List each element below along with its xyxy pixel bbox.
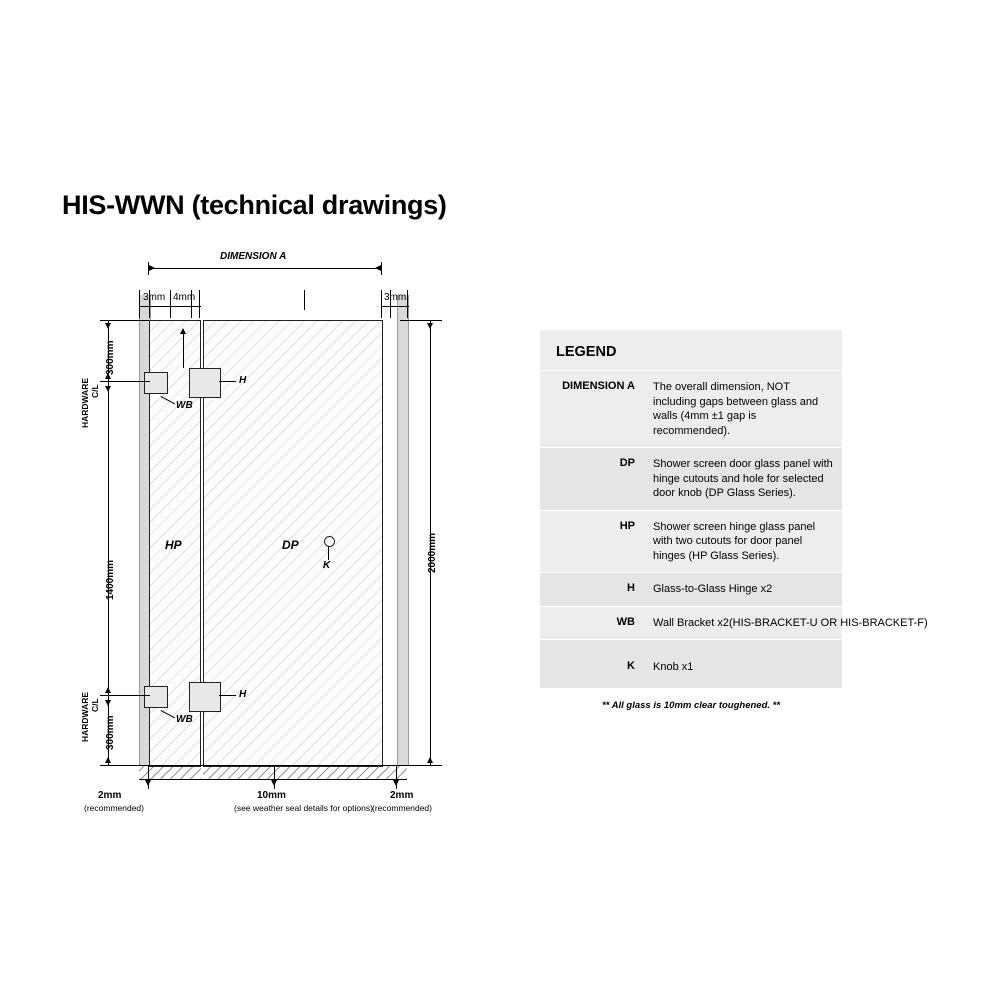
legend-panel: [540, 330, 928, 724]
right-dim-arrow-top: [427, 323, 433, 329]
note-left: (recommended): [84, 803, 144, 813]
gap-tick-8: [407, 290, 408, 318]
dimension-a-label: DIMENSION A: [220, 251, 287, 262]
legend-value-dp: Shower screen door glass panel with hinge cutouts and hole for selected door knob (DP Glass Series).: [653, 458, 833, 500]
legend-heading: LEGEND: [540, 330, 842, 371]
label-dp: DP: [282, 538, 299, 552]
legend-key-wb: WB: [616, 615, 635, 628]
label-hp: HP: [165, 538, 182, 552]
hp-top-arrow-head: [180, 328, 186, 334]
label-4mm: 4mm: [173, 292, 196, 303]
dimension-a-arrow-left: [149, 265, 155, 271]
legend-row-dimension-a: [540, 371, 842, 448]
hp-top-arrow-line: [183, 332, 184, 368]
legend-value-hp: Shower screen hinge glass panel with two cutouts for door panel hinges (HP Glass Series).: [653, 520, 816, 562]
legend-key-k: K: [627, 660, 635, 673]
bottom-arrow-center: [271, 780, 277, 786]
label-2mm-right: 2mm: [390, 790, 414, 801]
legend-key-dimension-a: DIMENSION A: [562, 380, 635, 392]
left-dim-arrow-5: [105, 700, 111, 706]
legend-row-wb: [540, 607, 928, 641]
technical-drawing: [60, 250, 480, 840]
label-h-top: H: [239, 375, 247, 386]
right-wall: [397, 295, 409, 765]
door-knob: [324, 536, 335, 547]
wall-bracket-bottom: [144, 686, 168, 708]
legend-value-dimension-a: The overall dimension, NOT including gaps between glass and walls (4mm ±1 gap is recommended).: [653, 381, 819, 437]
right-dim-arrow-bottom: [427, 757, 433, 763]
legend-value-k: Knob x1: [653, 661, 694, 674]
hinge-top: [189, 368, 221, 398]
label-wb-bottom: WB: [176, 714, 193, 725]
gap-tick-5: [199, 290, 200, 318]
legend-value-h: Glass-to-Glass Hinge x2: [653, 583, 773, 596]
label-300mm-bottom: 300mm: [105, 715, 116, 750]
label-2000mm: 2000mm: [427, 532, 438, 573]
legend-row-hp: [540, 511, 842, 574]
note-center: (see weather seal details for options): [234, 803, 373, 813]
label-cl-hardware-bottom-2: HARDWARE: [80, 691, 90, 742]
label-cl-hardware-bottom-1: C/L: [90, 698, 100, 712]
left-dim-arrow-4: [105, 687, 111, 693]
knob-leader: [328, 546, 329, 560]
label-300mm-top: 300mm: [105, 340, 116, 375]
legend-key-h: H: [627, 582, 635, 595]
left-dim-tick-cl-top: [100, 381, 150, 382]
legend-row-h: [540, 573, 842, 607]
label-h-bottom: H: [239, 689, 247, 700]
left-dim-tick-top: [100, 320, 150, 321]
gap-tick-6: [381, 290, 382, 318]
label-wb-top: WB: [176, 400, 193, 411]
floor-line: [139, 765, 407, 766]
legend-key-hp: HP: [619, 519, 635, 532]
gap-tick-3: [170, 290, 171, 318]
note-right: (recommended): [372, 803, 432, 813]
gap-tick-center: [304, 290, 305, 310]
gap-dim-line-right: [381, 306, 409, 307]
label-3mm-left: 3mm: [143, 292, 166, 303]
label-10mm-center: 10mm: [257, 790, 286, 801]
hinge-bottom: [189, 682, 221, 712]
legend-row-k: [540, 640, 842, 689]
label-3mm-right: 3mm: [384, 292, 407, 303]
floor-hatch-right: [203, 765, 407, 779]
dimension-a-line: [148, 268, 382, 269]
hinge-bottom-leader: [219, 695, 236, 696]
bottom-arrow-left: [145, 780, 151, 786]
bottom-arrow-right: [393, 780, 399, 786]
label-2mm-left: 2mm: [98, 790, 122, 801]
right-dim-tick-top: [400, 320, 442, 321]
label-k: K: [323, 560, 331, 571]
legend-footnote: ** All glass is 10mm clear toughened. **: [540, 689, 842, 724]
gap-dim-line-left: [139, 306, 201, 307]
dimension-a-arrow-right: [375, 265, 381, 271]
legend-value-wb: Wall Bracket x2(HIS-BRACKET-U OR HIS-BRACKET-F): [653, 616, 928, 629]
hinge-top-leader: [219, 381, 236, 382]
left-dim-arrow-3: [105, 386, 111, 392]
label-cl-hardware-top-1: C/L: [90, 384, 100, 398]
legend-row-dp: [540, 448, 842, 511]
wall-bracket-top: [144, 372, 168, 394]
legend-key-dp: DP: [619, 457, 635, 470]
label-cl-hardware-top-2: HARDWARE: [80, 377, 90, 428]
dimension-a-right-tick: [381, 262, 382, 275]
left-dim-arrow-1: [105, 323, 111, 329]
page-title: HIS-WWN (technical drawings): [62, 190, 447, 220]
gap-tick-1: [139, 290, 140, 318]
left-dim-tick-cl-bottom: [100, 695, 150, 696]
left-dim-arrow-6: [105, 757, 111, 763]
label-1400mm: 1400mm: [105, 559, 116, 600]
